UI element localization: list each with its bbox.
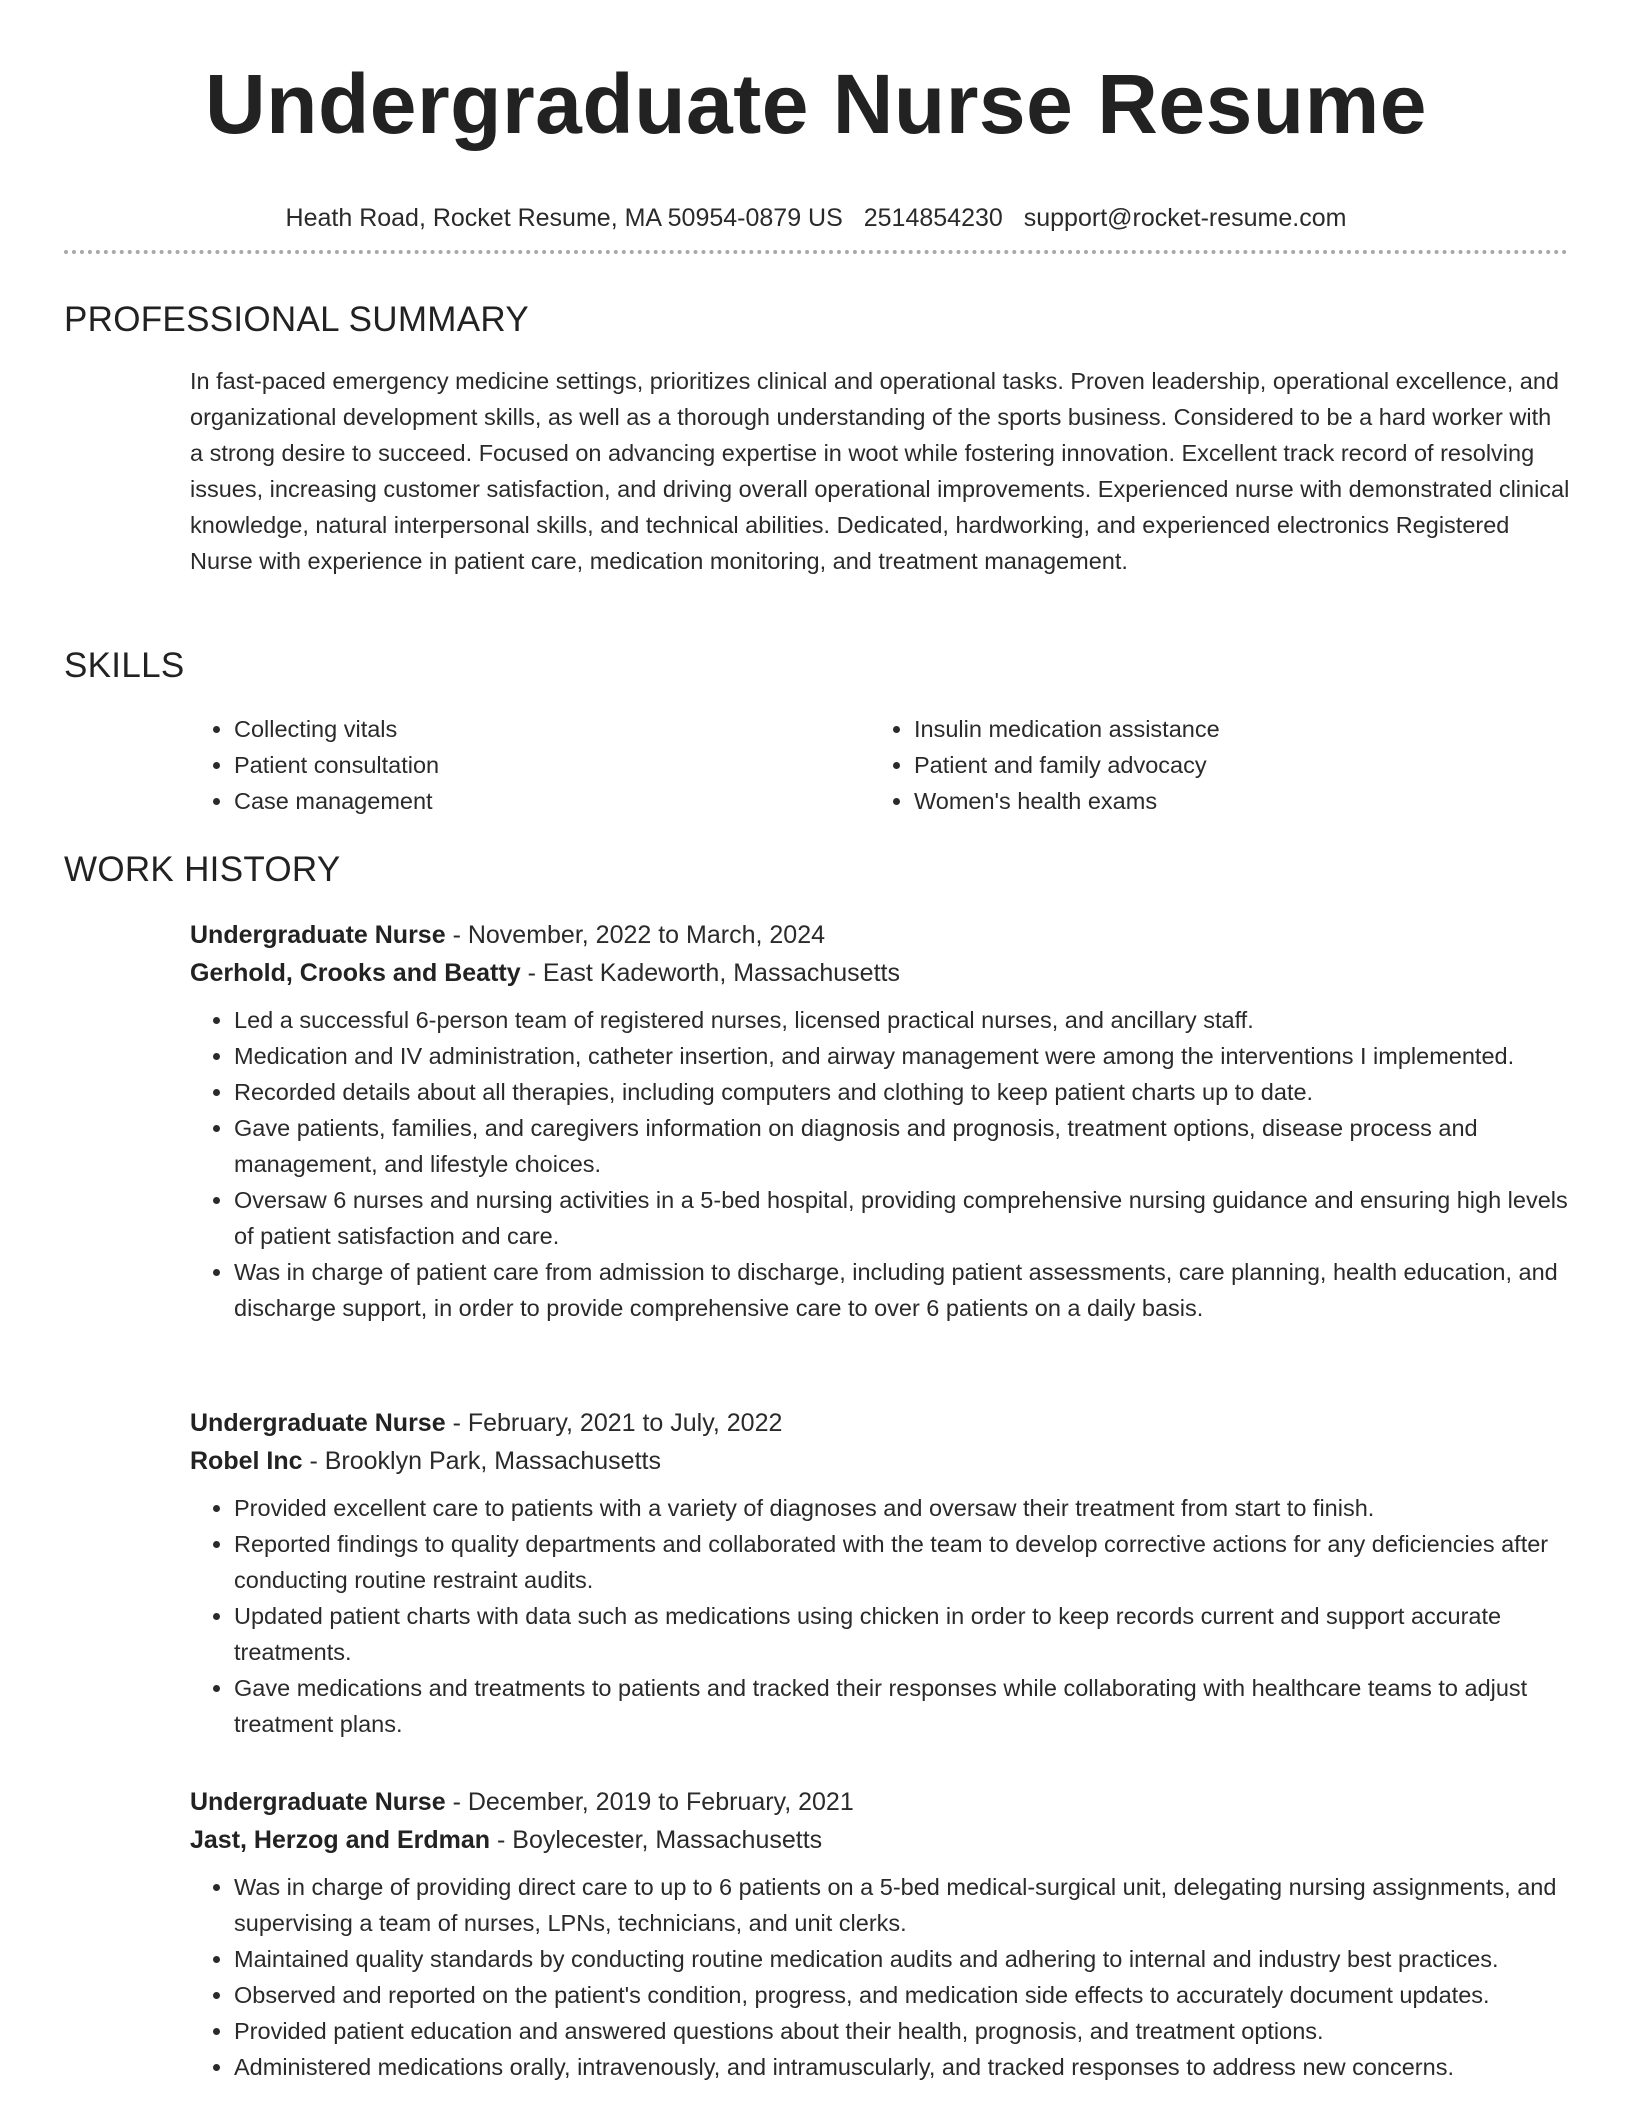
summary-heading: PROFESSIONAL SUMMARY <box>64 300 529 339</box>
job-bullets <box>190 1490 1570 1742</box>
skill-item: • Case management <box>234 783 870 819</box>
job-location: - Brooklyn Park, Massachusetts <box>302 1447 661 1475</box>
contact-address: Heath Road, Rocket Resume, MA 50954-0879 US <box>285 204 843 232</box>
skills-heading: SKILLS <box>64 646 185 685</box>
skills-column-right <box>870 711 1550 819</box>
job-bullet: • Administered medications orally, intravenously, and intramuscularly, and tracked responses to address new concerns. <box>234 2049 1570 2085</box>
header-divider <box>64 250 1568 254</box>
job-location: - East Kadeworth, Massachusetts <box>520 959 900 987</box>
skill-item: • Insulin medication assistance <box>914 711 1550 747</box>
job-entry <box>190 916 1570 1326</box>
contact-phone: 2514854230 <box>863 204 1003 232</box>
job-bullet: • Maintained quality standards by conducting routine medication audits and adhering to internal and industry best practices. <box>234 1941 1570 1977</box>
job-role: Undergraduate Nurse <box>190 921 446 949</box>
summary-text: In fast-paced emergency medicine settings, prioritizes clinical and operational tasks. Proven leadership, operational excellence, and organizational development skills, as well as a thorough understanding of the sports business. Considered to be a hard worker with a strong desire to succeed. Focused on advancing expertise in woot while fostering innovation. Excellent track record of resolving issues, increasing customer satisfaction, and driving overall operational improvements. Experienced nurse with demonstrated clinical knowledge, natural interpersonal skills, and technical abilities. Dedicated, hardworking, and experienced electronics Registered Nurse with experience in patient care, medication monitoring, and treatment management. <box>190 368 1570 574</box>
job-bullet: • Provided excellent care to patients with a variety of diagnoses and oversaw their treatment from start to finish. <box>234 1490 1570 1526</box>
job-role: Undergraduate Nurse <box>190 1788 446 1816</box>
skill-item: • Patient and family advocacy <box>914 747 1550 783</box>
job-company-line <box>190 1442 1570 1480</box>
job-bullet: • Gave patients, families, and caregivers information on diagnosis and prognosis, treatment options, disease process and management, and lifestyle choices. <box>234 1110 1570 1182</box>
job-role: Undergraduate Nurse <box>190 1409 446 1437</box>
job-bullet: • Medication and IV administration, catheter insertion, and airway management were among the interventions I implemented. <box>234 1038 1570 1074</box>
job-bullet: • Updated patient charts with data such as medications using chicken in order to keep records current and support accurate treatments. <box>234 1598 1570 1670</box>
job-company: Gerhold, Crooks and Beatty <box>190 959 521 987</box>
work-history-heading: WORK HISTORY <box>64 850 341 889</box>
job-company-line <box>190 954 1570 992</box>
job-title-line <box>190 1404 1570 1442</box>
skill-item: • Patient consultation <box>234 747 870 783</box>
job-bullet: • Recorded details about all therapies, including computers and clothing to keep patient charts up to date. <box>234 1074 1570 1110</box>
job-company-line <box>190 1821 1570 1859</box>
job-bullets <box>190 1002 1570 1326</box>
resume-header <box>0 0 1632 234</box>
skills-column-left <box>190 711 870 819</box>
job-dates: - December, 2019 to February, 2021 <box>445 1788 854 1816</box>
resume-title: Undergraduate Nurse Resume <box>204 57 1428 151</box>
job-bullet: • Gave medications and treatments to patients and tracked their responses while collaborating with healthcare teams to adjust treatment plans. <box>234 1670 1570 1742</box>
job-title-line <box>190 1783 1570 1821</box>
job-title-line <box>190 916 1570 954</box>
job-location: - Boylecester, Massachusetts <box>490 1826 823 1854</box>
skill-item: • Women's health exams <box>914 783 1550 819</box>
job-bullet: • Was in charge of patient care from admission to discharge, including patient assessments, care planning, health education, and discharge support, in order to provide comprehensive care to over 6 patients on a daily basis. <box>234 1254 1570 1326</box>
contact-line <box>0 202 1632 234</box>
job-bullet: • Observed and reported on the patient's condition, progress, and medication side effects to accurately document updates. <box>234 1977 1570 2013</box>
job-company: Jast, Herzog and Erdman <box>190 1826 491 1854</box>
contact-email: support@rocket-resume.com <box>1023 204 1347 232</box>
job-dates: - February, 2021 to July, 2022 <box>445 1409 783 1437</box>
job-dates: - November, 2022 to March, 2024 <box>445 921 825 949</box>
job-bullet: • Led a successful 6-person team of registered nurses, licensed practical nurses, and ancillary staff. <box>234 1002 1570 1038</box>
skill-item: • Collecting vitals <box>234 711 870 747</box>
job-bullet: • Provided patient education and answered questions about their health, prognosis, and treatment options. <box>234 2013 1570 2049</box>
job-bullet: • Was in charge of providing direct care to up to 6 patients on a 5-bed medical-surgical unit, delegating nursing assignments, and supervising a team of nurses, LPNs, technicians, and unit clerks. <box>234 1869 1570 1941</box>
job-bullet: • Oversaw 6 nurses and nursing activities in a 5-bed hospital, providing comprehensive nursing guidance and ensuring high levels of patient satisfaction and care. <box>234 1182 1570 1254</box>
job-bullets <box>190 1869 1570 2085</box>
job-bullet: • Reported findings to quality departments and collaborated with the team to develop corrective actions for any deficiencies after conducting routine restraint audits. <box>234 1526 1570 1598</box>
job-entry <box>190 1783 1570 2085</box>
job-entry <box>190 1404 1570 1742</box>
skills-list <box>190 711 1570 819</box>
job-company: Robel Inc <box>190 1447 303 1475</box>
